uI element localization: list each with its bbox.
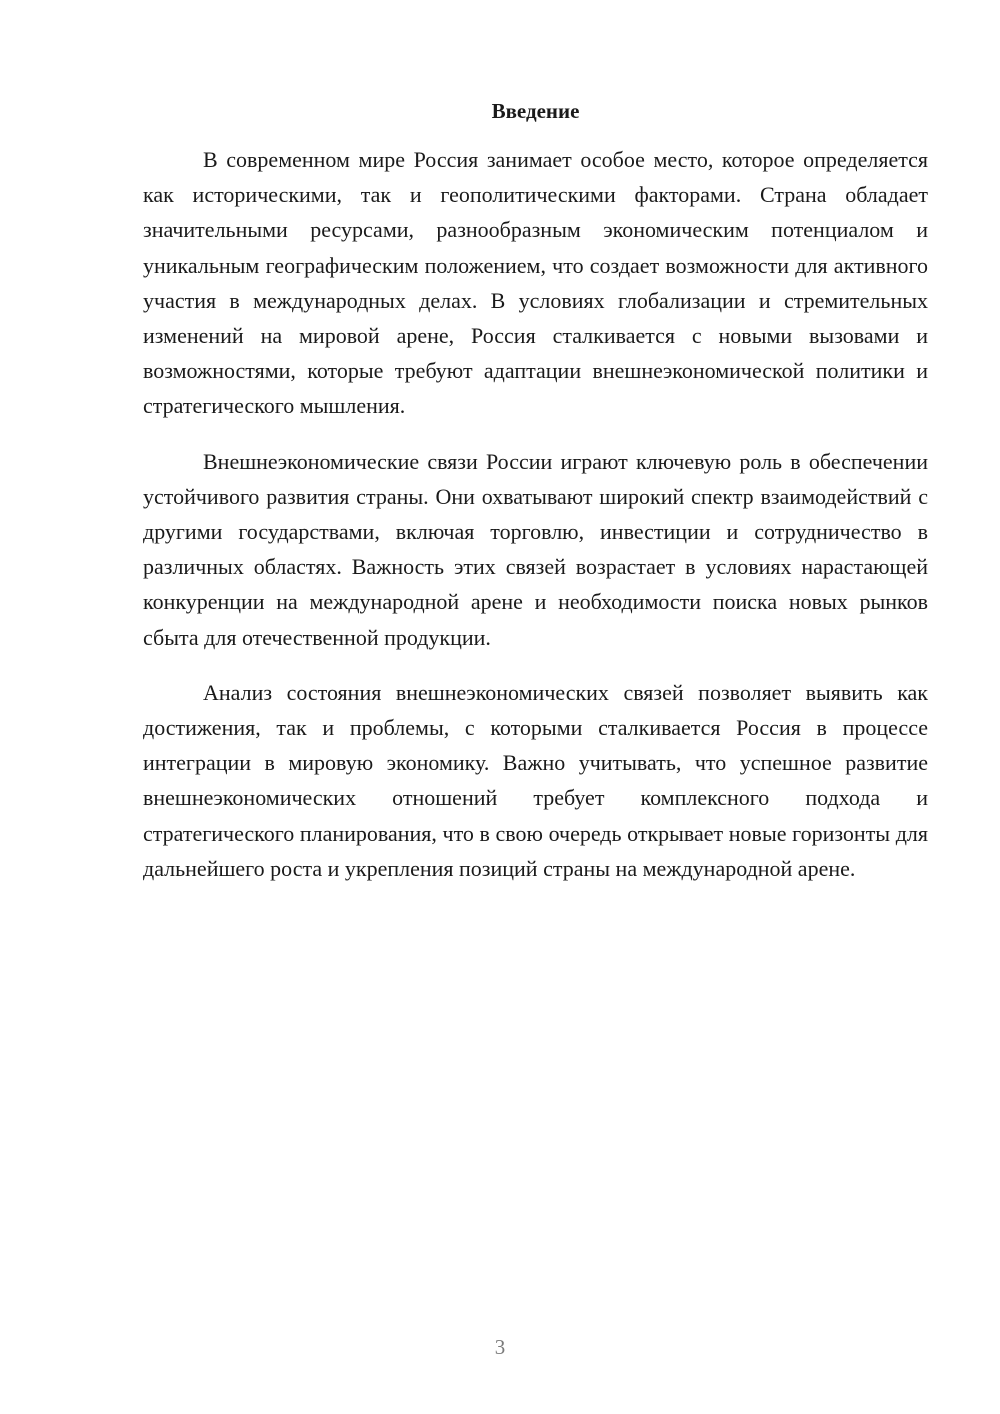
body-text bbox=[143, 142, 928, 906]
section-heading: Введение bbox=[491, 99, 580, 123]
paragraph-2: Внешнеэкономические связи России играют ключевую роль в обеспечении устойчивого развития страны. Они охватывают широкий спектр взаимодействий с другими государствами, включая торговлю, инвестиции и сотрудничество в различных областях. Важность этих связей возрастает в условиях нарастающей конкуренции на международной арене и необходимости поиска новых рынков сбыта для отечественной продукции. bbox=[143, 448, 928, 650]
page-number: 3 bbox=[494, 1335, 506, 1359]
paragraph-1: В современном мире Россия занимает особое место, которое определяется как историческими, так и геополитическими факторами. Страна обладает значительными ресурсами, разнообразным экономическим потенциалом и уникальным географическим положением, что создает возможности для активного участия в международных делах. В условиях глобализации и стремительных изменений на мировой арене, Россия сталкивается с новыми вызовами и возможностями, которые требуют адаптации внешнеэкономической политики и стратегического мышления. bbox=[143, 147, 928, 419]
paragraph-3: Анализ состояния внешнеэкономических связей позволяет выявить как достижения, так и проблемы, с которыми сталкивается Россия в процессе интеграции в мировую экономику. Важно учитывать, что успешное развитие внешнеэкономических отношений требует комплексного подхода и стратегического планирования, что в свою очередь открывает новые горизонты для дальнейшего роста и укрепления позиций страны на международной арене. bbox=[143, 679, 928, 881]
